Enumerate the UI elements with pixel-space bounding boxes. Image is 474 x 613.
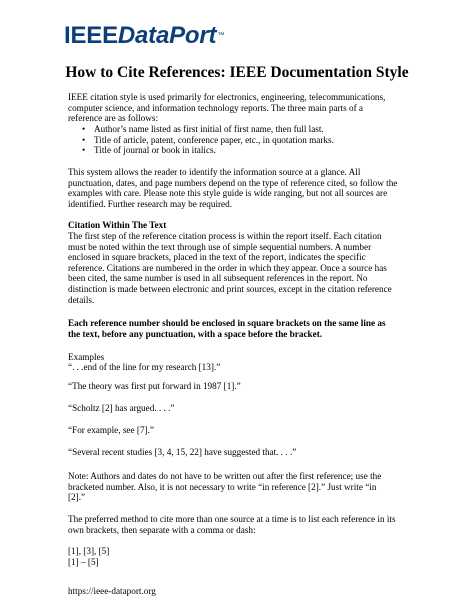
citation-heading: Citation Within The Text xyxy=(68,220,167,230)
example-line: “Scholtz [2] has argued. . . .” xyxy=(68,403,175,413)
text-line: Each reference number should be enclosed in square brackets on the same line as xyxy=(68,318,386,328)
text-line: This system allows the reader to identify the information source at a glance. All xyxy=(68,167,361,177)
text-line: examples with care. Please note this style guide is wide ranging, but not all sources are xyxy=(68,188,388,199)
list-item xyxy=(78,124,334,135)
text-line: own brackets, then separate with a comma or dash: xyxy=(68,524,256,535)
text-line: identified. Further research may be required. xyxy=(68,198,233,209)
example-line: “. . .end of the line for my research [13].” xyxy=(68,362,221,372)
text-line: distinction is made between electronic and print sources, except in the citation reference xyxy=(68,283,392,294)
system-paragraph xyxy=(68,167,408,209)
bullet-icon: • xyxy=(82,134,86,145)
list-item-text: Title of article, patent, conference paper, etc., in quotation marks. xyxy=(94,134,334,145)
text-line: been cited, the same number is used in all subsequent references in the report. No xyxy=(68,273,368,284)
ieee-dataport-logo xyxy=(64,22,224,50)
text-line: reference are as follows: xyxy=(68,113,159,124)
text-line: must be noted within the text through use of simple sequential numbers. A number xyxy=(68,241,372,252)
page-title: How to Cite References: IEEE Documentation Style xyxy=(65,64,409,81)
text-line: IEEE citation style is used primarily for electronics, engineering, telecommunications, xyxy=(68,92,386,102)
list-item xyxy=(78,135,334,146)
text-line: [2].” xyxy=(68,492,86,503)
multi-citation-examples xyxy=(68,546,408,567)
examples-label: Examples xyxy=(68,352,105,362)
bullet-icon: • xyxy=(82,145,86,156)
footer-url: https://ieee-dataport.org xyxy=(68,586,156,596)
intro-paragraph xyxy=(68,92,408,124)
text-line: The preferred method to cite more than one source at a time is to list each reference in its xyxy=(68,514,396,524)
bullet-icon: • xyxy=(82,124,86,134)
text-line: The first step of the reference citation process is within the report itself. Each citation xyxy=(68,231,382,241)
text-line: the text, before any punctuation, with a space before the bracket. xyxy=(68,328,323,339)
text-line: bracketed number. Also, it is not necessary to write “in reference [2].” Just write “in xyxy=(68,481,377,492)
logo-ieee: IEEE xyxy=(64,22,118,49)
text-line: punctuation, dates, and page numbers depend on the type of reference cited, so follow the xyxy=(68,177,398,188)
example-line: “The theory was first put forward in 1987 [1].” xyxy=(68,381,241,391)
text-line: computer science, and information technology reports. The three main parts of a xyxy=(68,102,364,113)
logo-dataport: DataPort xyxy=(117,22,217,49)
text-line: reference. Citations are numbered in the order in which they appear. Once a source has xyxy=(68,262,387,273)
logo-trademark: ™ xyxy=(217,32,225,39)
text-line: Note: Authors and dates do not have to be written out after the first reference; use the xyxy=(68,471,382,481)
text-line: [1] – [5] xyxy=(68,556,99,567)
citation-paragraph xyxy=(68,231,408,305)
list-item xyxy=(78,145,334,156)
list-item-text: Author’s name listed as first initial of first name, then full last. xyxy=(94,124,324,134)
text-line: details. xyxy=(68,294,95,305)
preferred-paragraph xyxy=(68,514,408,535)
bold-rule-paragraph xyxy=(68,318,408,339)
text-line: [1], [3], [5] xyxy=(68,546,110,556)
note-paragraph xyxy=(68,471,408,503)
bullet-list xyxy=(78,124,334,156)
list-item-text: Title of journal or book in italics. xyxy=(94,145,216,156)
example-line: “Several recent studies [3, 4, 15, 22] have suggested that. . . .” xyxy=(68,447,297,457)
example-line: “For example, see [7].” xyxy=(68,425,154,435)
text-line: enclosed in square brackets, placed in the text of the report, indicates the specific xyxy=(68,252,366,263)
